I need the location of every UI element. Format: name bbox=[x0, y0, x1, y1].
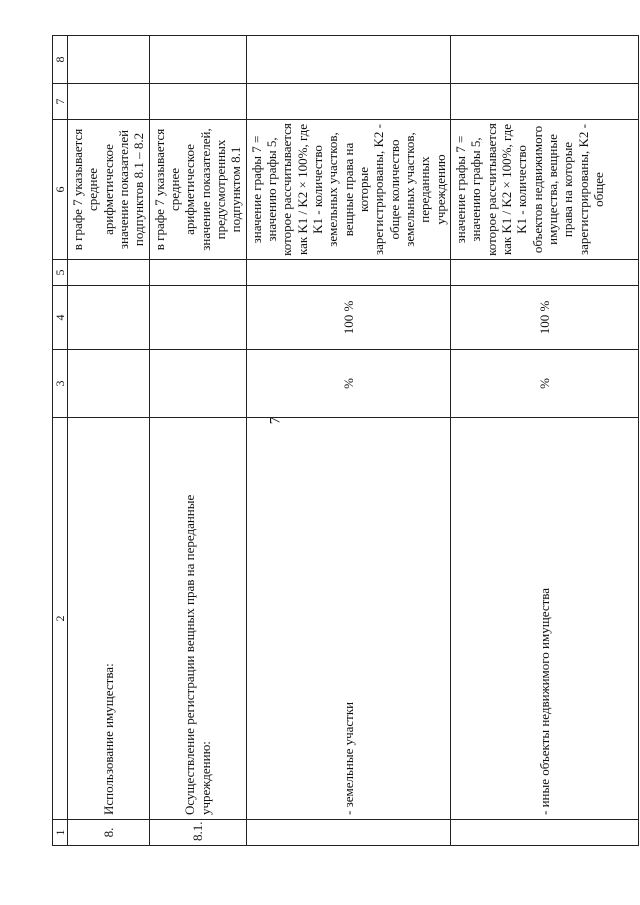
header-cell: 7 bbox=[53, 84, 68, 120]
header-cell: 1 bbox=[53, 820, 68, 846]
row-number: 8. bbox=[68, 820, 150, 846]
target-cell: 100 % bbox=[451, 286, 639, 350]
indicator-table bbox=[52, 35, 639, 846]
row-number bbox=[246, 820, 450, 846]
indicator-name: Осуществление регистрации вещных прав на переданные учреждению: bbox=[149, 418, 246, 820]
col7-cell bbox=[451, 84, 639, 120]
header-cell: 4 bbox=[53, 286, 68, 350]
unit-cell bbox=[149, 350, 246, 418]
col8-cell bbox=[246, 36, 450, 84]
col8-cell bbox=[451, 36, 639, 84]
target-cell bbox=[149, 286, 246, 350]
method-cell: в графе 7 указывается среднее арифметическое значение показателей подпунктов 8.1 – 8.2 bbox=[68, 120, 150, 260]
target-cell bbox=[68, 286, 150, 350]
table-row bbox=[68, 36, 150, 846]
col8-cell bbox=[149, 36, 246, 84]
target-cell: 100 % bbox=[246, 286, 450, 350]
indicator-name: - земельные участки bbox=[246, 418, 450, 820]
value-cell bbox=[246, 260, 450, 286]
col7-cell bbox=[68, 84, 150, 120]
rotated-table-container bbox=[52, 36, 606, 846]
table-row bbox=[149, 36, 246, 846]
indicator-name: - иные объекты недвижимого имущества bbox=[451, 418, 639, 820]
col7-cell bbox=[246, 84, 450, 120]
row-number: 8.1. bbox=[149, 820, 246, 846]
table-row bbox=[246, 36, 450, 846]
header-cell: 5 bbox=[53, 260, 68, 286]
header-cell: 3 bbox=[53, 350, 68, 418]
header-cell: 8 bbox=[53, 36, 68, 84]
row-number bbox=[451, 820, 639, 846]
header-cell: 6 bbox=[53, 120, 68, 260]
value-cell bbox=[149, 260, 246, 286]
unit-cell: % bbox=[246, 350, 450, 418]
unit-cell: % bbox=[451, 350, 639, 418]
method-cell: в графе 7 указывается среднее арифметическое значение показателей, предусмотренных подпунктом 8.1 bbox=[149, 120, 246, 260]
value-cell bbox=[68, 260, 150, 286]
unit-cell bbox=[68, 350, 150, 418]
value-cell bbox=[451, 260, 639, 286]
col8-cell bbox=[68, 36, 150, 84]
header-row bbox=[53, 36, 68, 846]
indicator-name: Использование имущества: bbox=[68, 418, 150, 820]
table-row bbox=[451, 36, 639, 846]
header-cell: 2 bbox=[53, 418, 68, 820]
method-cell: значение графы 7 = значению графы 5, которое рассчитывается как K1 / K2 × 100%, где K1 - количество земельных участков, вещные права на которые зарегистрированы, K2 - общее количество земельных участков, переданных учреждению bbox=[246, 120, 450, 260]
page-number: 7 bbox=[267, 416, 284, 425]
col7-cell bbox=[149, 84, 246, 120]
method-cell: значение графы 7 = значению графы 5, которое рассчитывается как K1 / K2 × 100%, где K1 - количество объектов недвижимого имущества, вещные права на которые зарегистрированы, K2 - общее bbox=[451, 120, 639, 260]
